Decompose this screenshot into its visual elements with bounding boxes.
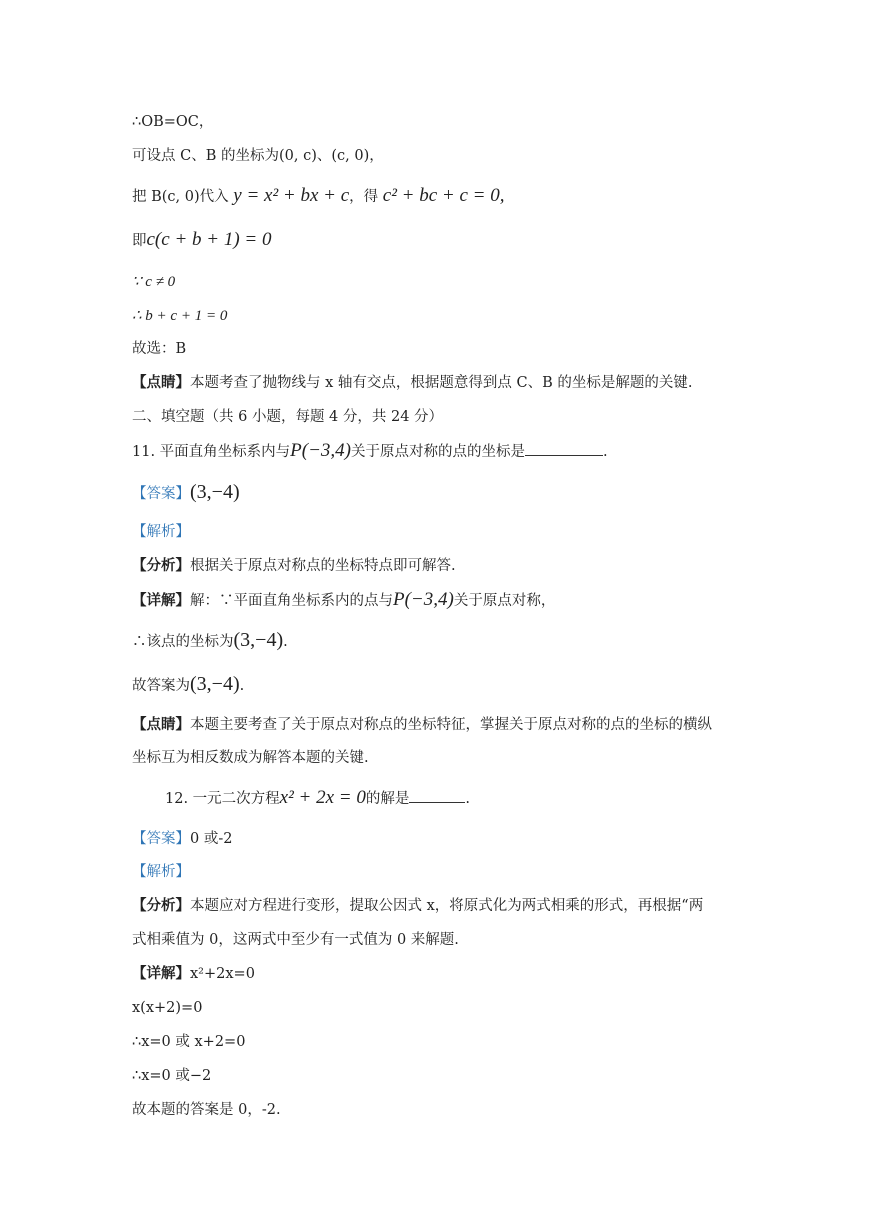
equation: ∵ c ≠ 0 [132, 274, 176, 290]
analysis-heading [132, 862, 190, 882]
text-line [132, 339, 186, 359]
text: 可设点 C、B 的坐标为(0, c)、(c, 0)， [132, 148, 384, 164]
equation: y = x² + bx + c [233, 185, 350, 206]
detail-label: 【详解】 [132, 592, 190, 609]
question-11 [132, 441, 608, 462]
text-line [132, 964, 255, 984]
text-line [132, 230, 271, 251]
comment-tag: 【点睛】 [132, 716, 190, 733]
equation: (3,−4) [190, 481, 240, 503]
text: . [239, 678, 245, 694]
analysis-heading [132, 522, 190, 542]
text: 故答案为 [132, 678, 190, 694]
text-line [132, 590, 555, 611]
equation: P(−3,4) [393, 589, 454, 610]
answer-blank [409, 788, 465, 803]
text: 式相乘值为 0，这两式中至少有一式值为 0 来解题. [132, 932, 459, 948]
text-line [132, 112, 213, 132]
equation: ∴ b + c + 1 = 0 [132, 308, 228, 324]
text: x(x+2)=0 [132, 1000, 203, 1016]
text: 故选：B [132, 341, 187, 357]
equation: (3,−4) [233, 629, 284, 651]
text: ∴x=0 或−2 [132, 1068, 212, 1084]
text: 本题主要考查了关于原点对称点的坐标特征，掌握关于原点对称的点的坐标的横纵 [190, 717, 712, 733]
text-line [132, 1032, 245, 1052]
text: 根据关于原点对称点的坐标特点即可解答. [190, 558, 456, 574]
text: 关于原点对称， [453, 593, 556, 609]
text: 关于原点对称的点的坐标是 [351, 444, 526, 460]
text: ∴x=0 或 x+2=0 [132, 1034, 246, 1050]
answer-tag: 【答案】 [132, 831, 190, 847]
detail-label: 【详解】 [132, 965, 190, 982]
text: 二、填空题（共 6 小题，每题 4 分，共 24 分） [132, 409, 444, 425]
text: . [603, 444, 608, 460]
text: 11. 平面直角坐标系内与 [132, 444, 291, 460]
text: . [465, 791, 470, 807]
analysis-tag: 【解析】 [132, 864, 190, 880]
text: x²+2x=0 [190, 966, 255, 982]
text: 本题考查了抛物线与 x 轴有交点，根据题意得到点 C、B 的坐标是解题的关键. [190, 375, 693, 391]
text: ∴该点的坐标为 [132, 634, 234, 650]
text: 本题应对方程进行变形，提取公因式 x，将原式化为两式相乘的形式，再根据“两 [190, 898, 704, 914]
answer-line [132, 829, 232, 849]
answer-blank [525, 441, 603, 456]
equation: (3,−4) [190, 673, 240, 695]
comment-tag: 【点睛】 [132, 374, 190, 391]
text-line [132, 896, 703, 916]
answer-line [132, 482, 240, 504]
text-line [132, 306, 227, 326]
equation: P(−3,4) [290, 440, 352, 461]
text-line [132, 1066, 211, 1086]
analysis-tag: 【解析】 [132, 524, 190, 540]
analysis-label: 【分析】 [132, 557, 190, 574]
text: ，得 [349, 189, 379, 205]
text: 即 [132, 233, 147, 249]
text-line [132, 930, 459, 950]
text-line [132, 556, 456, 576]
text: . [283, 634, 288, 650]
text-line [132, 272, 175, 292]
text-line [132, 1100, 281, 1120]
text-line [132, 998, 202, 1018]
text: 坐标互为相反数成为解答本题的关键. [132, 750, 369, 766]
equation: c² + bc + c = 0, [382, 185, 505, 206]
text-line [132, 186, 505, 207]
text-line [132, 373, 692, 393]
question-12 [165, 788, 470, 809]
text-line [132, 748, 369, 768]
answer-tag: 【答案】 [132, 486, 190, 502]
section-heading [132, 407, 443, 427]
text-line [132, 146, 384, 166]
text: 解：∵平面直角坐标系内的点与 [190, 593, 393, 609]
text-line [132, 715, 712, 735]
text: 0 或-2 [190, 831, 233, 847]
analysis-label: 【分析】 [132, 897, 190, 914]
text: 故本题的答案是 0，-2. [132, 1102, 281, 1118]
equation: c(c + b + 1) = 0 [146, 229, 272, 250]
text-line [132, 674, 244, 696]
text: 的解是 [365, 791, 410, 807]
text: 把 B(c, 0)代入 [132, 189, 234, 205]
text: ∴OB=OC， [132, 114, 214, 130]
text: 12. 一元二次方程 [165, 791, 280, 807]
equation: x² + 2x = 0 [279, 787, 366, 808]
text-line [132, 630, 288, 652]
